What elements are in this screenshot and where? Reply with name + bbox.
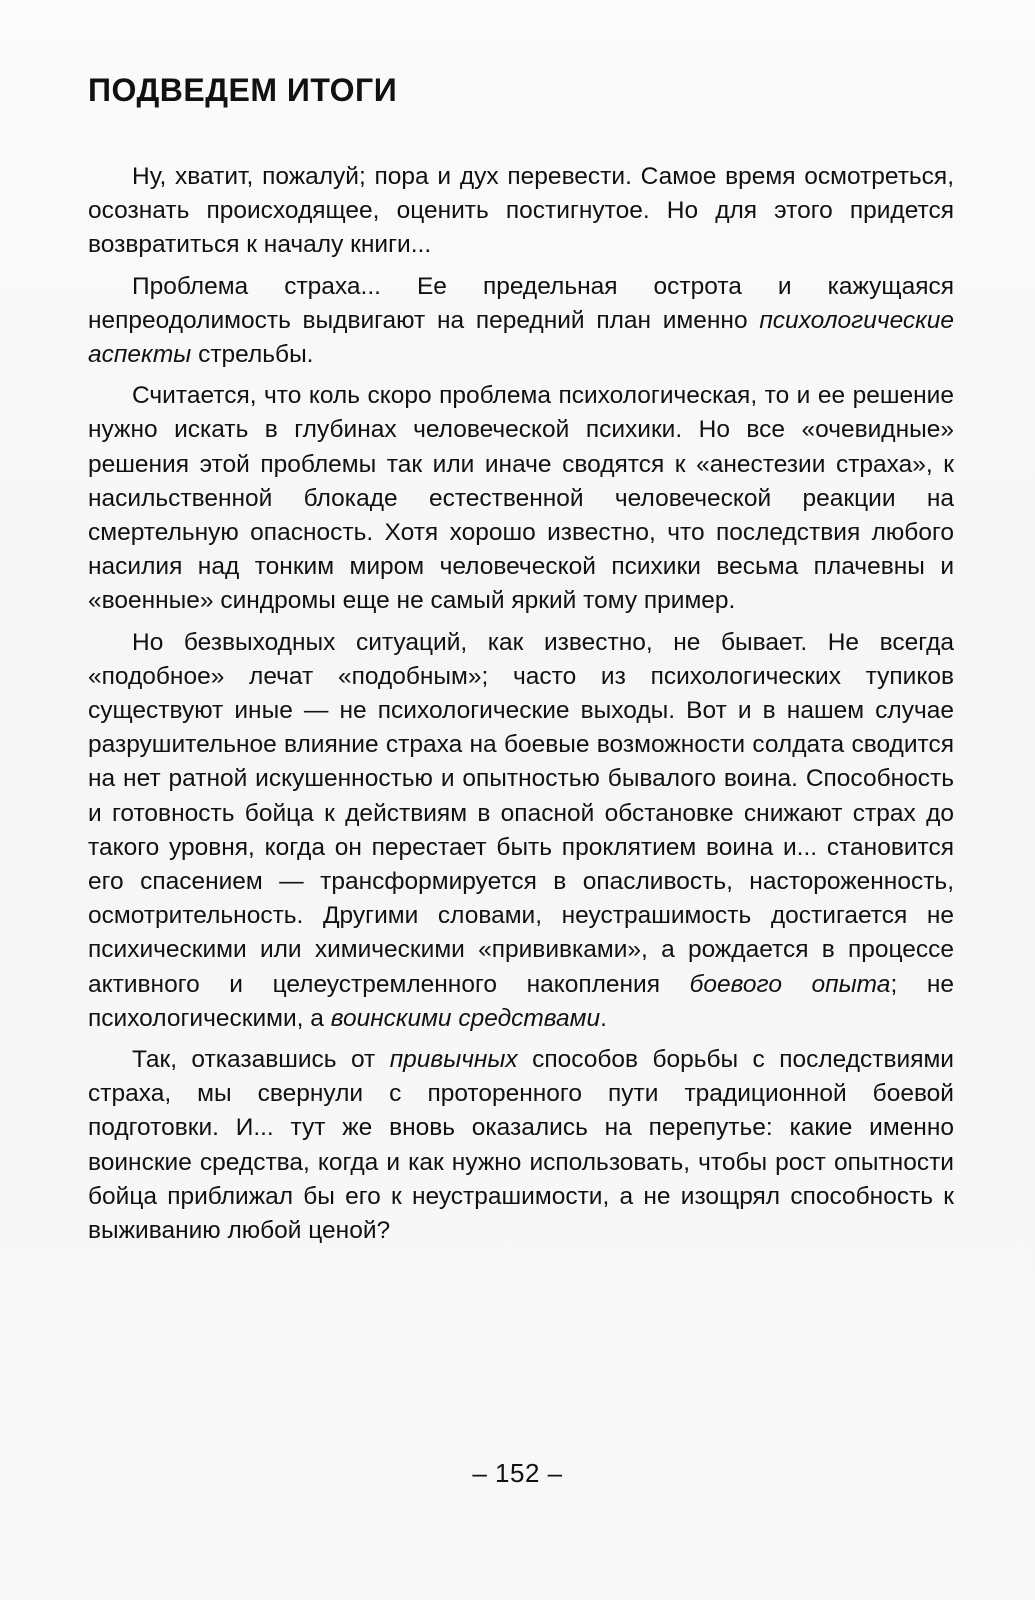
body-text — [88, 160, 954, 1248]
italic-phrase: привычных — [389, 1046, 518, 1074]
italic-phrase: боевого опыта — [689, 970, 891, 998]
text-run: Проблема страха... Ее предельная острота и кажущаяся непреодолимость выдвигают на передний план именно — [88, 272, 954, 334]
italic-phrase: психологические аспекты — [88, 306, 954, 369]
paragraph — [88, 379, 954, 618]
text-run: способов борьбы с последствиями страха, мы свернули с проторенного пути традиционной боевой подготовки. И... тут же вновь оказались на перепутье: какие именно воинские средства, когда и как нужно использовать, чтобы рост опытности бойца приближал бы его к неустрашимости, а не изощрял способность к выживанию любой ценой? — [88, 1046, 954, 1245]
paragraph — [88, 160, 954, 263]
text-run: . — [600, 1004, 607, 1032]
italic-phrase: воинскими средствами — [330, 1004, 601, 1032]
text-run: стрельбы. — [191, 341, 314, 369]
paragraph — [88, 626, 954, 1036]
paragraph — [88, 270, 954, 373]
page-text — [88, 70, 954, 1255]
paragraph — [88, 1043, 954, 1248]
text-run: Считается, что коль скоро проблема психологическая, то и ее решение нужно искать в глубинах человеческой психики. Но все «очевидные» решения этой проблемы так или иначе сводятся к «анестезии страха», к насильственной блокаде естественной человеческой реакции на смертельную опасность. Хотя хорошо известно, что последствия любого насилия над тонким миром человеческой психики весьма плачевны и «военные» синдромы еще не самый яркий тому пример. — [88, 382, 954, 615]
text-run: Ну, хватит, пожалуй; пора и дух перевести. Самое время осмотреться, осознать происходящее, оценить постигнутое. Но для этого придется возвратиться к началу книги... — [88, 163, 954, 259]
text-run: Так, отказавшись от — [132, 1046, 390, 1074]
text-run: Но безвыходных ситуаций, как известно, не бывает. Не всегда «подобное» лечат «подобным»; часто из психологических тупиков существуют иные — не психологические выходы. Вот и в нашем случае разрушительное влияние страха на боевые возможности солдата сводится на нет ратной искушенностью и опытностью бывалого воина. Способность и готовность бойца к действиям в опасной обстановке снижают страх до такого уровня, когда он перестает быть проклятием воина и... становится его спасением — трансформируется в опасливость, настороженность, осмотрительность. Другими словами, неустрашимость достигается не психическими или химическими «прививками», а рождается в процессе активного и целеустремленного накопления — [88, 628, 954, 998]
text-run: ; не психологическими, а — [88, 970, 954, 1032]
chapter-heading: ПОДВЕДЕМ ИТОГИ — [88, 72, 398, 108]
page-number: – 152 – — [472, 1458, 563, 1488]
